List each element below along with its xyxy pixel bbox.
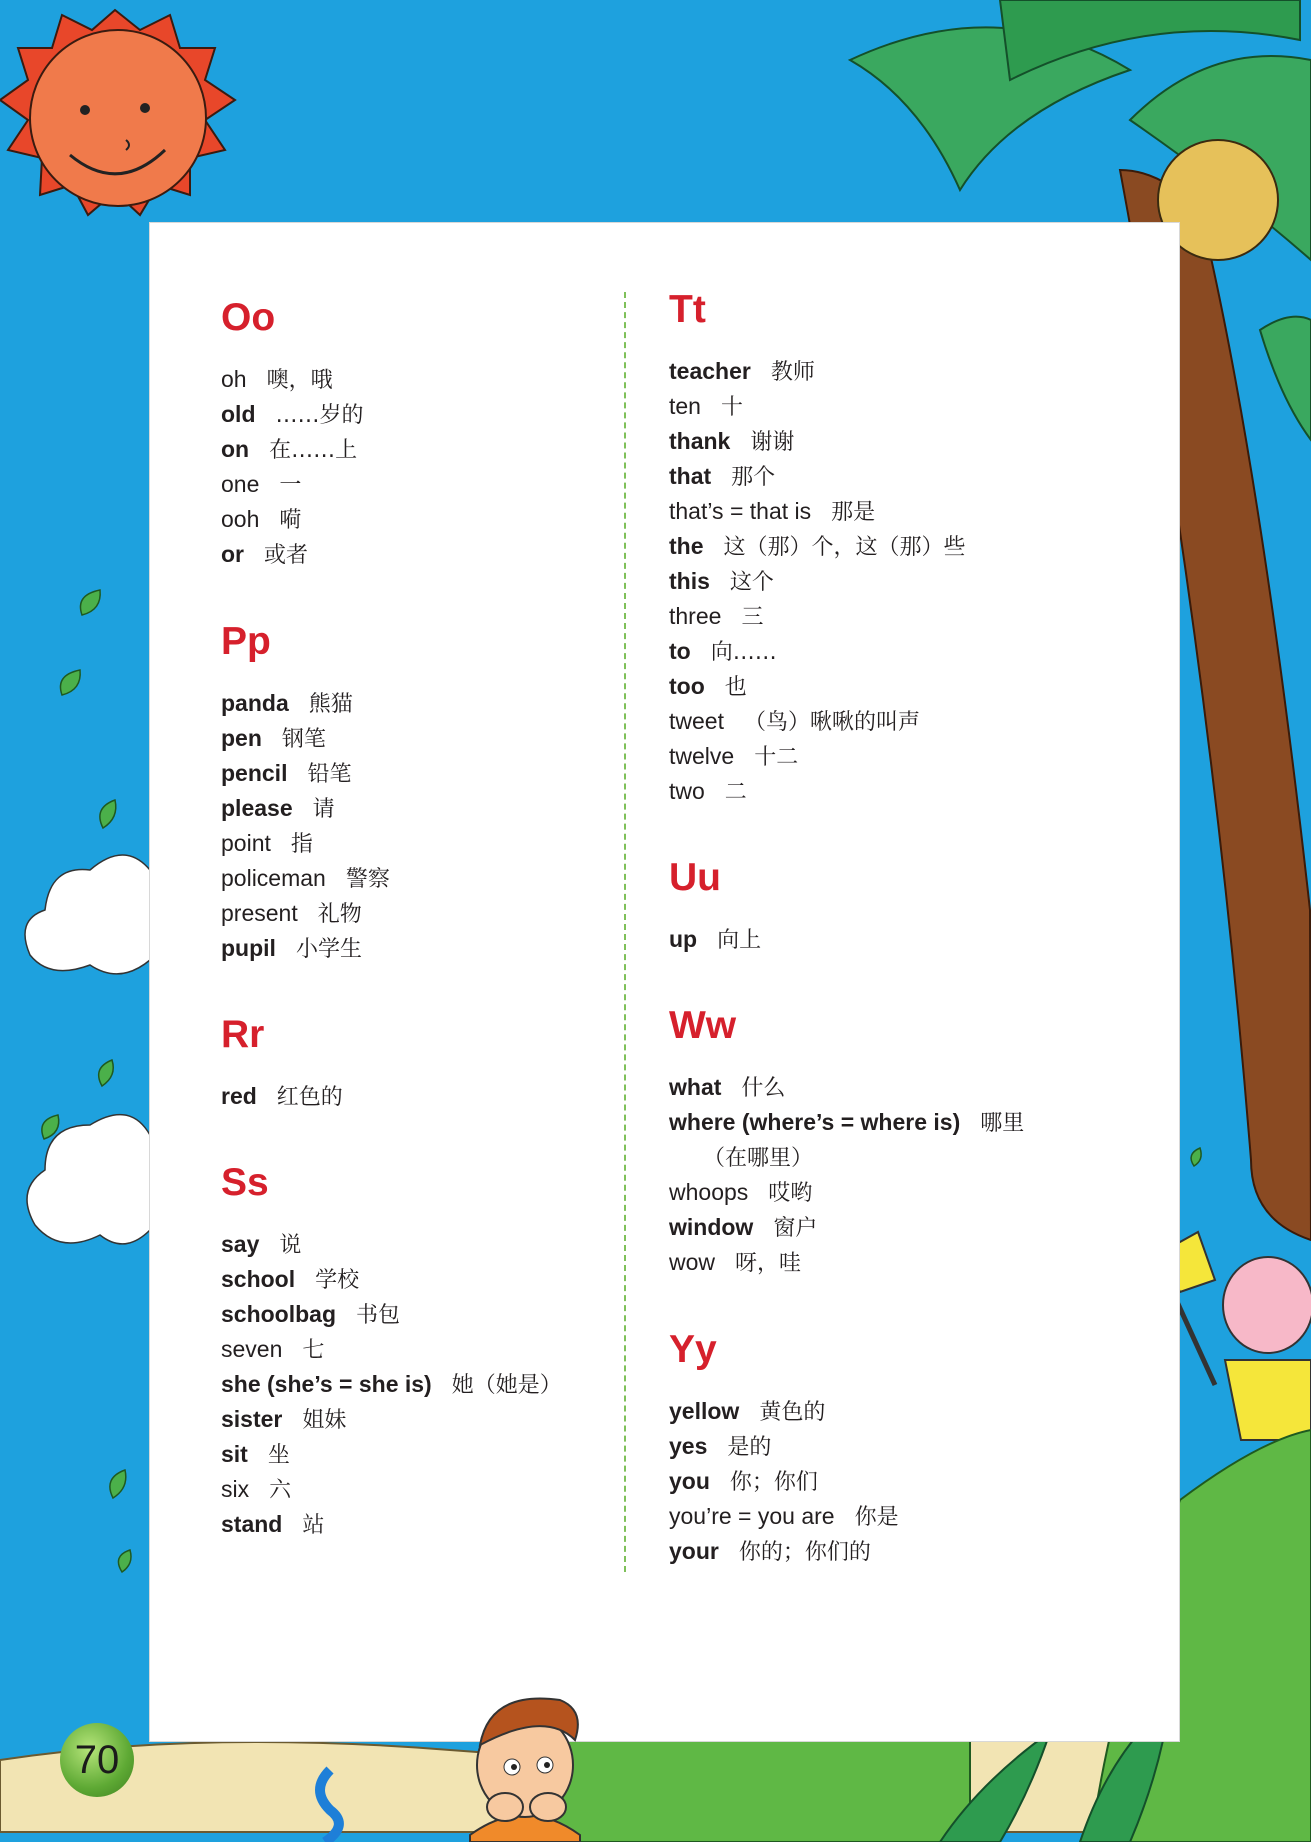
entry-meaning: 警察 [345,867,390,892]
glossary-entry [669,459,966,494]
entry-word: pencil [221,760,288,786]
entry-word: one [221,471,260,497]
section-letter: Ss [221,1161,269,1204]
entry-list [221,686,390,966]
entry-word: two [669,778,705,804]
entry-meaning: 嗬 [279,508,302,533]
clouds [25,855,150,1244]
entry-meaning: 书包 [356,1303,401,1328]
entry-word: old [221,401,256,427]
entry-meaning: 那个 [731,465,776,490]
section-letter: Oo [221,296,276,339]
section-w [669,1004,1024,1280]
entry-word: sister [221,1406,283,1432]
glossary-entry [221,686,390,721]
glossary-entry [669,424,966,459]
entry-meaning: 是的 [727,1435,772,1460]
glossary-entry [221,1227,562,1262]
entry-word: oh [221,366,247,392]
entry-meaning: 二 [724,780,747,805]
entry-meaning: 在……上 [269,438,358,463]
glossary-entry [221,791,390,826]
entry-word: thank [669,428,731,454]
entry-meaning: 向…… [710,640,777,665]
glossary-entry [669,599,966,634]
entry-meaning: 你的；你们的 [738,1540,871,1565]
sun-illustration [0,10,235,215]
glossary-entry [221,1297,562,1332]
glossary-entry [669,1210,1024,1245]
entry-word: sit [221,1441,248,1467]
entry-list [669,354,966,809]
entry-meaning: 学校 [315,1268,360,1293]
entry-word: schoolbag [221,1301,337,1327]
entry-meaning: 铅笔 [307,762,352,787]
entry-meaning: 小学生 [295,937,362,962]
entry-word: that [669,463,712,489]
glossary-entry [669,389,966,424]
entry-meaning: 十 [720,395,743,420]
glossary-entry [669,704,966,739]
entry-meaning: 窗户 [773,1216,818,1241]
glossary-entry [221,467,364,502]
entry-word: policeman [221,865,326,891]
glossary-entry [669,1175,1024,1210]
entry-list [221,362,364,572]
entry-word: or [221,541,244,567]
glossary-entry [221,1437,562,1472]
section-letter: Ww [669,1004,737,1047]
entry-meaning: 坐 [267,1443,290,1468]
glossary-entry [669,1499,899,1534]
boy-illustration [450,1685,600,1842]
glossary-entry [669,634,966,669]
entry-word: you [669,1468,710,1494]
entry-word: your [669,1538,719,1564]
glossary-entry [669,529,966,564]
glossary-entry [669,1245,1024,1280]
glossary-entry [669,1140,1024,1175]
entry-meaning: 哪里 [980,1111,1025,1136]
entry-meaning: 说 [279,1233,302,1258]
glossary-entry [221,861,390,896]
glossary-entry [221,1472,562,1507]
section-letter: Pp [221,620,271,663]
entry-word: tweet [669,708,724,734]
entry-word: whoops [669,1179,749,1205]
entry-meaning: 向上 [717,928,762,953]
glossary-entry [669,564,966,599]
entry-meaning: 一 [279,473,302,498]
page-number: 70 [60,1723,134,1797]
glossary-entry [669,1534,899,1569]
entry-word: point [221,830,271,856]
entry-meaning: （在哪里） [703,1146,814,1171]
section-s [221,1161,562,1542]
entry-word: stand [221,1511,283,1537]
glossary-entry [221,1079,343,1114]
entry-meaning: 黄色的 [759,1400,826,1425]
section-letter: Rr [221,1013,265,1056]
entry-word: ooh [221,506,260,532]
entry-word: red [221,1083,257,1109]
glossary-entry [221,397,364,432]
entry-word: twelve [669,743,735,769]
section-letter: Tt [669,288,706,331]
glossary-entry [221,1507,562,1542]
pig-with-flag [1158,1232,1311,1440]
glossary-entry [221,896,390,931]
section-letter: Uu [669,856,721,899]
glossary-entry [221,1402,562,1437]
entry-word: pen [221,725,262,751]
glossary-entry [221,1262,562,1297]
entry-list [669,1394,899,1569]
entry-meaning: 指 [290,832,313,857]
section-y [669,1328,899,1569]
entry-word: present [221,900,298,926]
entry-meaning: 那是 [831,500,876,525]
glossary-entry [669,922,761,957]
entry-meaning: 也 [724,675,747,700]
glossary-entry [221,1367,562,1402]
entry-word: say [221,1231,260,1257]
entry-meaning: 请 [312,797,335,822]
entry-word: please [221,795,293,821]
entry-meaning: 六 [269,1478,292,1503]
entry-word: where (where’s = where is) [669,1109,961,1135]
entry-word: on [221,436,250,462]
entry-word: panda [221,690,289,716]
entry-list [221,1227,562,1542]
entry-word: what [669,1074,722,1100]
entry-meaning: 噢，哦 [266,368,333,393]
section-r [221,1013,343,1114]
glossary-entry [221,826,390,861]
entry-meaning: 姐妹 [302,1408,347,1433]
glossary-entry [669,1464,899,1499]
glossary-entry [669,739,966,774]
entry-word: too [669,673,705,699]
entry-word: teacher [669,358,751,384]
glossary-entry [221,1332,562,1367]
glossary-entry [221,537,364,572]
entry-meaning: 你；你们 [729,1470,818,1495]
entry-meaning: 三 [741,605,764,630]
entry-meaning: 这个 [729,570,774,595]
glossary-entry [669,354,966,389]
column-divider [624,292,626,1572]
entry-word: seven [221,1336,283,1362]
entry-word: ten [669,393,701,419]
glossary-entry [221,721,390,756]
glossary-entry [221,931,390,966]
entry-word: pupil [221,935,276,961]
entry-word: window [669,1214,754,1240]
entry-meaning: 礼物 [317,902,362,927]
entry-meaning: （鸟）啾啾的叫声 [743,710,920,735]
entry-meaning: 熊猫 [308,692,353,717]
glossary-entry [221,502,364,537]
entry-meaning: 站 [302,1513,325,1538]
glossary-entry [669,1070,1024,1105]
entry-word: the [669,533,704,559]
entry-meaning: 或者 [264,543,309,568]
entry-meaning: 什么 [741,1076,786,1101]
entry-meaning: 谢谢 [750,430,795,455]
entry-word: to [669,638,691,664]
section-p [221,620,390,966]
glossary-entry [669,1105,1024,1140]
entry-word: you’re = you are [669,1503,835,1529]
glossary-entry [669,774,966,809]
entry-list [669,1070,1024,1280]
glossary-entry [221,362,364,397]
entry-word: this [669,568,710,594]
glossary-entry [669,494,966,529]
glossary-entry [669,1429,899,1464]
entry-list [221,1079,343,1114]
entry-word: she (she’s = she is) [221,1371,432,1397]
entry-list [669,922,761,957]
entry-meaning: 七 [302,1338,325,1363]
entry-word: up [669,926,698,952]
glossary-entry [221,432,364,467]
glossary-entry [221,756,390,791]
entry-word: wow [669,1249,716,1275]
entry-meaning: 十二 [754,745,799,770]
entry-meaning: 钢笔 [281,727,326,752]
entry-word: yellow [669,1398,740,1424]
entry-word: three [669,603,722,629]
entry-word: school [221,1266,296,1292]
entry-meaning: 哎哟 [768,1181,813,1206]
section-t [669,288,966,809]
glossary-entry [669,1394,899,1429]
entry-meaning: 你是 [854,1505,899,1530]
entry-meaning: 她（她是） [451,1373,562,1398]
section-o [221,296,364,572]
section-u [669,856,761,957]
entry-meaning: ……岁的 [275,403,364,428]
entry-word: yes [669,1433,708,1459]
entry-meaning: 红色的 [276,1085,343,1110]
entry-word: that’s = that is [669,498,812,524]
section-letter: Yy [669,1328,717,1371]
entry-meaning: 这（那）个，这（那）些 [723,535,966,560]
entry-word: six [221,1476,250,1502]
entry-meaning: 呀，哇 [735,1251,802,1276]
entry-meaning: 教师 [770,360,815,385]
glossary-entry [669,669,966,704]
